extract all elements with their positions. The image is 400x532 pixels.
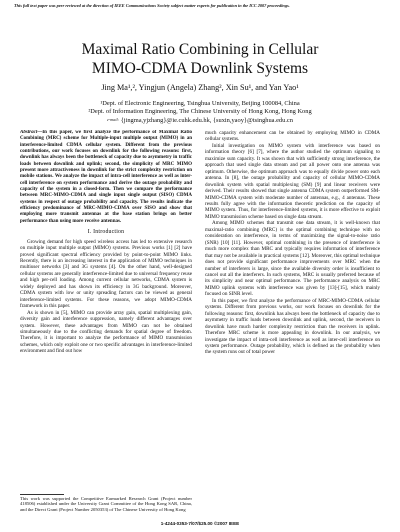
funding-footnote: This work was supported the Competitive Earmarked Research Grant (Project number 418506) established under the University Grant Committee of the Hong Kong SAR, China, and the Direct Grant (Project Number 2050353) of The Chinese University of Hong Kong: [20, 496, 192, 512]
abstract-body: —In this paper, we first analyze the performance of Maximal Ratio Combining (MRC) scheme for Multiple-input multiple output (MIMO) in an interference-limited CDMA cellular system. Different from the previous contributions, our work focuses on downlink for the following reasons: first, downlink has always been the bottleneck of capacity due to asymmetry in traffic loads between downlink and uplink; second, the simplicity of MRC MIMO present more attractiveness in downlink for the strict complexity restriction on mobile stations. We analyze the impact of intra-cell interference as well as inter-cell interference on system performance and derive the outage probability and capacity of the system in a closed-form. Then we compare the performance between MRC-MIMO-CDMA and single input single output (SISO) CDMA systems in respect of outage probability and capacity. The results indicate the efficiency predominance of MRC-MIMO-CDMA over SISO and show that employing more transmit antennas at the base station brings on better performance than using more receive antennas.: [20, 130, 192, 224]
email-addresses: {jingma,yjzhang}@ie.cuhk.edu.hk, {suxin,yaoy}@tsinghua.edu.cn: [120, 117, 293, 124]
body-paragraph: In this paper, we first analyze the performance of MRC-MIMO-CDMA cellular systems. Different from previous works, our work focuses on downlink for the following reasons: first, downlink has always been the bottleneck of capacity due to asymmetry in traffic loads between downlink and uplink, second, the receivers in downlink have much harder complexity restriction than the receivers in uplink. Therefore MRC scheme is more appealing in downlink. In our analysis, we investigate the impact of intra-cell interference as well as inter-cell interference on system performance. Outage probability, which is defined as the probability when the system runs out of total power: [205, 297, 380, 356]
body-paragraph: Initial investigation on MIMO system with interference was based on information theory [6] [7], where the author studied the optimum signaling to maximize sum capacity. It was shown that with sufficiently strong interference, the approach that used single data stream and put all power onto one antenna was optimum. Otherwise, the optimum approach was to equally divide power onto each antenna. In [8], the outage probability and capacity of cellular MIMO-CDMA downlink system with spatial multiplexing (SM) [9] and linear receivers were derived. Their results showed that single antenna CDMA system outperformed SM-MIMO-CDMA system with moderate number of antennas, e.g., 4 antennas. These results fully agree with the information theoretic prediction on the capacity of MIMO system. Thus, for interference-limited systems, it is more effective to exploit MIMO transmission scheme based on single data stream.: [205, 142, 380, 220]
email-line: [20, 116, 380, 125]
affiliation-2: ²Dept. of Information Engineering, The Chinese University of Hong Kong, Hong Kong: [88, 108, 312, 115]
copyright-footer: 1-4244-0353-7/07/$25.00 ©2007 IEEE: [160, 521, 240, 526]
body-paragraph: much capacity enhancement can be obtained by employing MIMO in CDMA cellular systems.: [205, 130, 380, 143]
body-paragraph: Growing demand for high speed wireless access has led to extensive research on multiple input multiple output (MIMO) systems. Previous works [1] [2] have proved significant spectral efficiency provided by point-to-point MIMO links. Recently, there is an increasing interest in the application of MIMO techniques in multiuser networks [3] and 3G systems [4]. On the other hand, well-designed cellular systems are generally interference-limited due to universal frequency reuse and high per-cell loading. Among current cellular networks, CDMA system is widely deployed and has shown its efficiency in 3G background. Moreover, CDMA system with low or unity spreading factors can be viewed as general interference-limited systems. For these reasons, we adopt MIMO-CDMA framework in this paper.: [20, 238, 192, 310]
paper-title: [20, 40, 380, 78]
footnote-divider: [20, 494, 64, 495]
author-list: Jing Ma¹,², Yingjun (Angela) Zhang², Xin Su¹, and Yan Yao¹: [101, 83, 299, 92]
abstract: [20, 130, 192, 225]
title-line-1: Maximal Ratio Combining in Cellular: [81, 41, 319, 58]
peer-review-notice: This full text paper was peer reviewed at the direction of IEEE Communications Society subject matter experts for publication in the ICC 2007 proceedings.: [14, 3, 290, 8]
left-column: [20, 130, 192, 510]
body-paragraph: As is shown in [5], MIMO can provide array gain, spatial multiplexing gain, diversity gain and interference suppression, namely different advantages over system. However, these advantages from MIMO can not be obtained simultaneously due to the conflicting demands for spatial degree of freedom. Therefore, it is important to analyze the performance of MIMO transmission schemes, which only exploit one or two specific advantages in interference-limited environment and find out how: [20, 309, 192, 355]
email-label: e-mail:: [107, 117, 120, 122]
body-paragraph: Among MIMO schemes that transmit one data stream, it is well-known that maximal-ratio combining (MRC) is the optimal combining technique with no consideration on interference, in terms of maximizing the signal-to-noise ratio (SNR) [10] [11]. However, optimal combining in the presence of interference is much more complex than MRC and typically requires information of interference that may not be available in practical systems [12]. Moreover, this optimal technique does not provide significant performance improvements over MRC when the number of interferers is large, since the available diversity order is insufficient to cancel out all the interferers. In such systems, MRC is usually preferred because of its simplicity and near optimal performance. The performance analysis on MRC MIMO uplink systems with interference was given by [13]-[15], which mainly focused on SINR level.: [205, 220, 380, 298]
affiliation-1: ¹Dept. of Electronic Engineering, Tsinghua University, Beijing 100084, China: [100, 100, 300, 107]
section-heading-introduction: I. Introduction: [87, 229, 125, 236]
right-column: [205, 130, 380, 510]
abstract-lead: Abstract: [20, 130, 38, 135]
title-line-2: MIMO-CDMA Downlink Systems: [91, 60, 309, 77]
